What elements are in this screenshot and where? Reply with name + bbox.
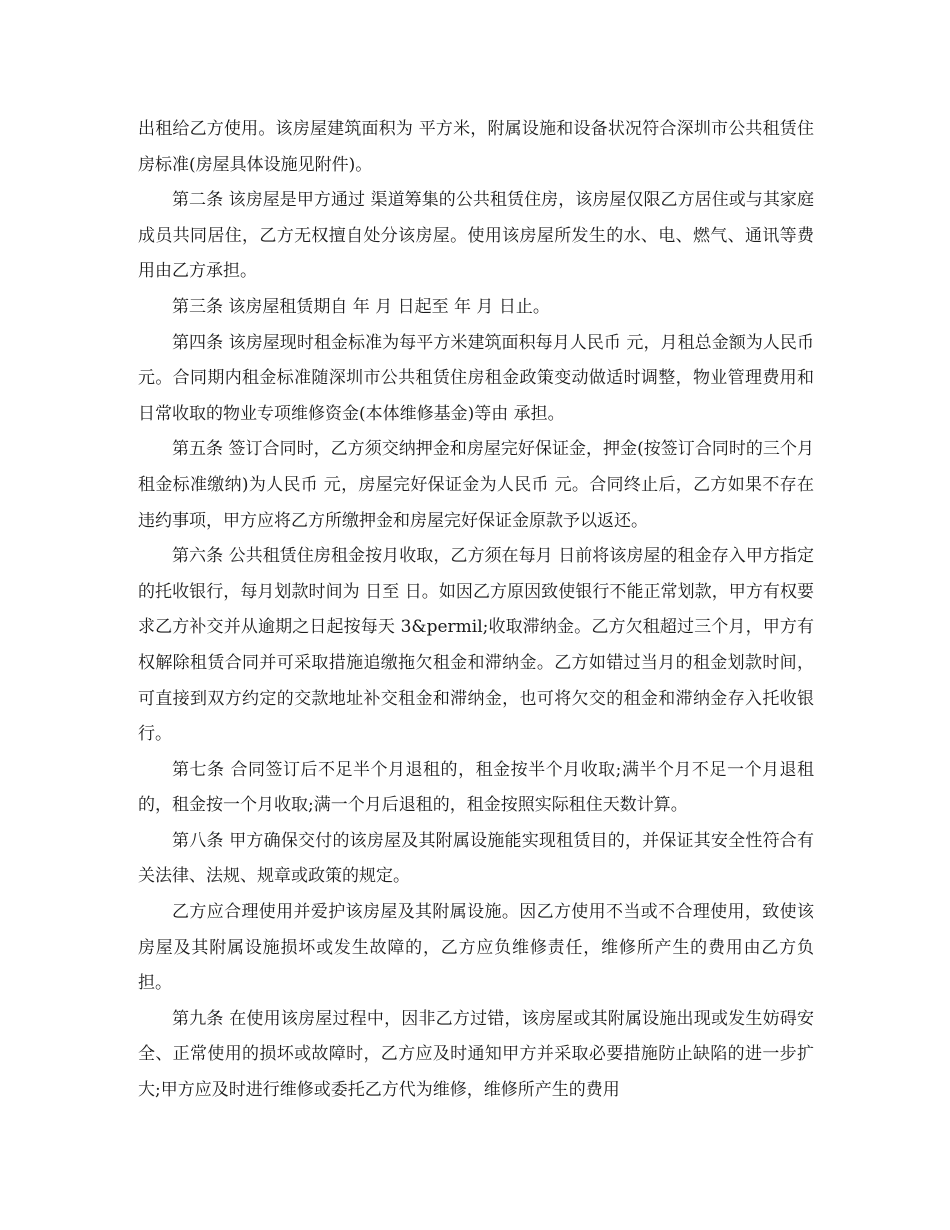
paragraph-article-5: 第五条 签订合同时，乙方须交纳押金和房屋完好保证金，押金(按签订合同时的三个月租金标准缴纳)为人民币 元，房屋完好保证金为人民币 元。合同终止后，乙方如果不存在违约事项，甲方应将乙方所缴押金和房屋完好保证金原款予以返还。: [138, 439, 814, 531]
paragraph-article-2: 第二条 该房屋是甲方通过 渠道筹集的公共租赁住房，该房屋仅限乙方居住或与其家庭成员共同居住，乙方无权擅自处分该房屋。使用该房屋所发生的水、电、燃气、通讯等费用由乙方承担。: [138, 190, 814, 282]
paragraph-article-8-tenant-duty: 乙方应合理使用并爱护该房屋及其附属设施。因乙方使用不当或不合理使用，致使该房屋及其附属设施损坏或发生故障的，乙方应负维修责任，维修所产生的费用由乙方负担。: [138, 902, 814, 994]
paragraph-article-9: 第九条 在使用该房屋过程中，因非乙方过错，该房屋或其附属设施出现或发生妨碍安全、正常使用的损坏或故障时，乙方应及时通知甲方并采取必要措施防止缺陷的进一步扩大;甲方应及时进行维修或委托乙方代为维修，维修所产生的费用: [138, 1008, 814, 1101]
paragraph-article-7: 第七条 合同签订后不足半个月退租的，租金按半个月收取;满半个月不足一个月退租的，租金按一个月收取;满一个月后退租的，租金按照实际租住天数计算。: [138, 759, 814, 816]
paragraph-article-6: 第六条 公共租赁住房租金按月收取，乙方须在每月 日前将该房屋的租金存入甲方指定的托收银行，每月划款时间为 日至 日。如因乙方原因致使银行不能正常划款，甲方有权要求乙方补交并从逾期之日起按每天 3&permil;收取滞纳金。乙方欠租超过三个月，甲方有权解除租赁合同并可采取措施追缴拖欠租金和滞纳金。乙方如错过当月的租金划款时间，可直接到双方约定的交款地址补交租金和滞纳金，也可将欠交的租金和滞纳金存入托收银行。: [138, 546, 814, 745]
paragraph-article-8: 第八条 甲方确保交付的该房屋及其附属设施能实现租赁目的，并保证其安全性符合有关法律、法规、规章或政策的规定。: [138, 830, 814, 887]
paragraph-continuation: 出租给乙方使用。该房屋建筑面积为 平方米，附属设施和设备状况符合深圳市公共租赁住房标准(房屋具体设施见附件)。: [138, 119, 814, 175]
document-body: [138, 112, 820, 1109]
paragraph-article-4: 第四条 该房屋现时租金标准为每平方米建筑面积每月人民币 元，月租总金额为人民币 元。合同期内租金标准随深圳市公共租赁住房租金政策变动做适时调整，物业管理费用和日常收取的物业专项维修资金(本体维修基金)等由 承担。: [138, 332, 820, 424]
paragraph-article-3: 第三条 该房屋租赁期自 年 月 日起至 年 月 日止。: [172, 296, 550, 317]
